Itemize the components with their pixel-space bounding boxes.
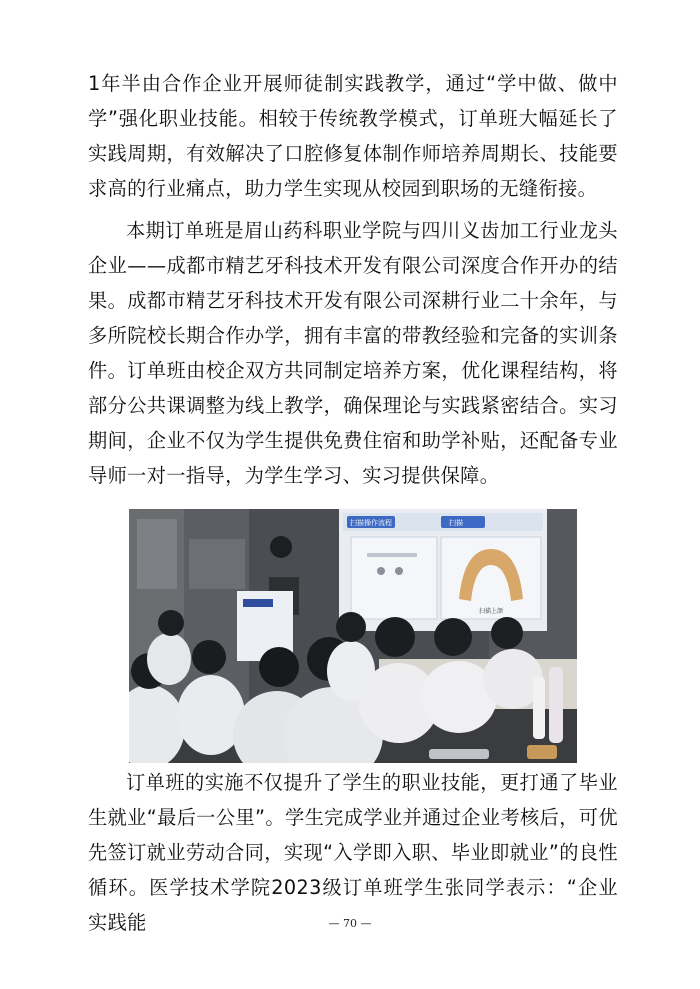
paragraph-3: 订单班的实施不仅提升了学生的职业技能，更打通了毕业生就业“最后一公里”。学生完成学业并通过企业考核后，可优先签订就业劳动合同，实现“入学即入职、毕业即就业”的良性循环。医学技术学院2023级订单班学生张同学表示：“企业实践能	[88, 771, 618, 934]
page-number: — 70 —	[328, 917, 372, 930]
screen-title: 扫描操作流程	[350, 519, 392, 527]
screen-tab: 扫描	[449, 519, 463, 527]
paragraph-1: 1年半由合作企业开展师徒制实践教学，通过“学中做、做中学”强化职业技能。相较于传统教学模式，订单班大幅延长了实践周期，有效解决了口腔修复体制作师培养周期长、技能要求高的行业痛点，助力学生实现从校园到职场的无缝衔接。	[88, 72, 618, 200]
projection-screen	[339, 509, 547, 631]
screen-caption: 扫描上颌	[478, 608, 504, 615]
classroom-photo	[129, 509, 577, 763]
paragraph-2: 本期订单班是眉山药科职业学院与四川义齿加工行业龙头企业——成都市精艺牙科技术开发有限公司深度合作开办的结果。成都市精艺牙科技术开发有限公司深耕行业二十余年，与多所院校长期合作办学，拥有丰富的带教经验和完备的实训条件。订单班由校企双方共同制定培养方案，优化课程结构，将部分公共课调整为线上教学，确保理论与实践紧密结合。实习期间，企业不仅为学生提供免费住宿和助学补贴，还配备专业导师一对一指导，为学生学习、实习提供保障。	[88, 219, 618, 487]
